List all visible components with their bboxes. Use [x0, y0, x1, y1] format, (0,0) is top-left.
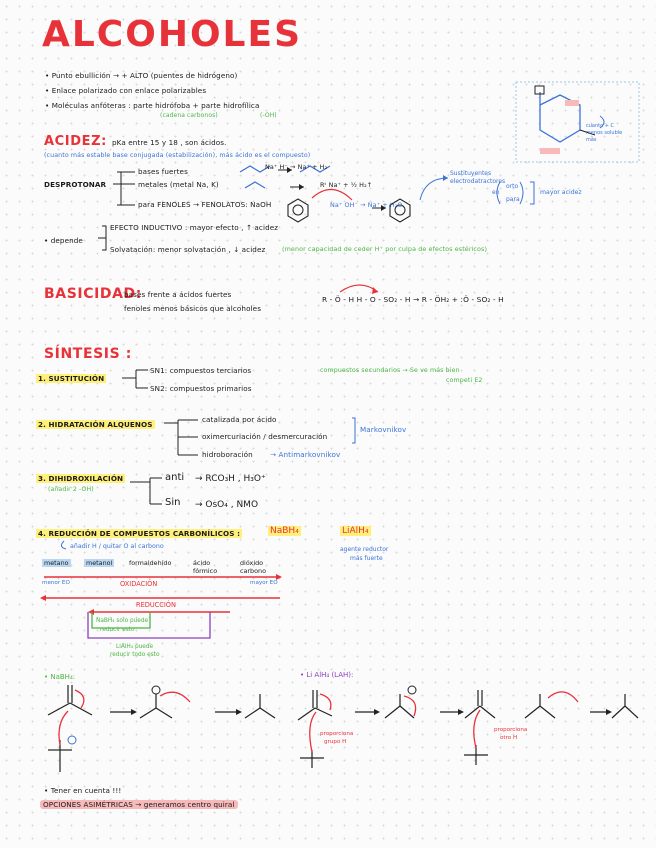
reduccion-text: 4. REDUCCIÓN DE COMPUESTOS CARBONÍLICOS :	[38, 529, 241, 538]
molecule-note-2: menos soluble	[586, 130, 623, 136]
nabh4-note-2: reducir esto	[100, 627, 135, 633]
proporciona-2b: otro H	[500, 735, 518, 741]
en-label: en	[492, 189, 500, 196]
eq-metales: Rᵗ Na⁺ + ½ H₂↑	[320, 181, 373, 189]
lialh4-note-2: reducir todo esto	[110, 652, 160, 658]
sustitucion-text: 1. SUSTITUCIÓN	[38, 374, 105, 383]
agente-reductor: agente reductor	[340, 546, 389, 553]
proporciona-1: proporciona	[320, 731, 354, 737]
footer-line-1: • Tener en cuenta !!!	[44, 786, 122, 795]
mayor-acidez: mayor acidez	[540, 189, 582, 196]
desprotonar-label: DESPROTONAR	[44, 180, 107, 189]
mayor-eo: mayor EO	[250, 580, 278, 586]
molecule-note-3: más	[586, 137, 597, 143]
position-orto: orto	[506, 183, 519, 190]
intro-line-2: • Enlace polarizado con enlace polarizables	[45, 86, 207, 95]
page-title: ALCOHOLES	[42, 14, 303, 55]
basicidad-heading: BASICIDAD:	[44, 286, 142, 302]
branch-fenoles: para FENOLES → FENOLATOS: NaOH	[138, 200, 272, 209]
sustitucion-note: compuestos secundarios → Se ve más bien	[320, 367, 460, 374]
sn1-line: SN1: compuestos terciarios	[150, 366, 252, 375]
lialh4-text: LiAlH₄	[342, 526, 369, 536]
proporciona-1b: grupo H	[324, 739, 347, 745]
reduccion-arrow-label: REDUCCIÓN	[136, 601, 176, 609]
anti-reagents: → RCO₃H , H₃O⁺	[195, 474, 266, 484]
series-acido-formico: ácido fórmico	[193, 559, 218, 575]
molecule-note-1: cuanto + C	[586, 123, 615, 129]
oxidacion-label: OXIDACIÓN	[120, 580, 158, 588]
nabh4-note: NaBH₄ solo puede	[96, 618, 149, 624]
series-formaldehido: formaldehído	[129, 559, 172, 567]
mech-lialh4-label: • Li AlH₄ (LAH):	[300, 671, 354, 679]
sustitucion-note-2: competi E2	[446, 377, 483, 384]
lialh4-note: LiAlH₄ puede	[116, 644, 154, 650]
acidez-line-2: (cuanto más estable base conjugada (estabilización), más ácido es el compuesto)	[44, 152, 311, 159]
sintesis-heading: SÍNTESIS :	[44, 346, 132, 362]
intro-note-carbons: (cadena carbonos)	[160, 112, 218, 119]
hidratacion-text: 2. HIDRATACIÓN ALQUENOS	[38, 420, 153, 429]
basicidad-line-1: bases frente a ácidos fuertes	[124, 290, 232, 299]
acidez-heading: ACIDEZ:	[44, 134, 107, 149]
hidratacion-item-1: catalizada por ácido	[202, 415, 277, 424]
sustituyentes-note: Sustituyentes electrodatractores	[450, 170, 506, 185]
acidez-line-1: pKa entre 15 y 18 , son ácidos.	[112, 138, 227, 147]
footer-line-2: OPCIONES ASIMÉTRICAS → generamos centro quiral	[40, 800, 238, 809]
branch-bases-fuertes: bases fuertes	[138, 167, 188, 176]
mech-nabh4-label: • NaBH₄:	[44, 673, 76, 681]
intro-note-oh: (-OH)	[260, 112, 277, 119]
footer-line-2-wrap	[40, 800, 238, 809]
agente-reductor-2: más fuerte	[350, 555, 383, 562]
anti-label: anti	[165, 472, 185, 483]
series-metanol-text: metanol	[86, 559, 113, 567]
basicidad-line-2: fenoles menos básicos que alcoholes	[124, 304, 262, 313]
dihidroxilacion-sub: (añadir 2 -OH)	[48, 486, 94, 493]
depende-label: • depende	[44, 236, 83, 245]
intro-line-1: • Punto ebullición → + ALTO (puentes de hidrógeno)	[45, 71, 238, 80]
series-metano-text: metano	[44, 559, 69, 567]
sin-reagents: → OsO₄ , NMO	[195, 500, 259, 510]
sin-label: Sin	[165, 497, 181, 508]
menor-eo: menor EO	[42, 580, 70, 586]
antimarkovnikov-label: → Antimarkovnikov	[270, 450, 341, 459]
proporciona-2: proporciona	[494, 727, 528, 733]
series-dioxido-carbono: dióxido carbono	[240, 559, 266, 575]
sn2-line: SN2: compuestos primarios	[150, 384, 252, 393]
eq-fenoles: Na⁺ OH⁻ → Na⁺ + H₂O	[330, 201, 403, 209]
solvatacion-note: (menor capacidad de ceder H⁺ por culpa de efectos estéricos)	[282, 245, 488, 253]
basicidad-equation: R - Ö - H H - O - SO₂ - H → R - ÖH₂ + :Ö - SO₂ - H	[322, 295, 504, 304]
nabh4-text: NaBH₄	[270, 526, 299, 536]
position-para: para	[506, 196, 520, 203]
branch-metales: metales (metal Na, K)	[138, 180, 219, 189]
efecto-inductivo: EFECTO INDUCTIVO : mayor efecto , ↑ acidez	[110, 223, 279, 232]
hidratacion-item-3: hidroboración	[202, 450, 253, 459]
dihidroxilacion-text: 3. DIHIDROXILACIÓN	[38, 474, 124, 483]
solvatacion: Solvatación: menor solvatación , ↓ acidez	[110, 245, 266, 254]
markovnikov-label: Markovnikov	[360, 425, 407, 434]
hidratacion-item-2: oximercuriación / desmercuración	[202, 432, 328, 441]
eq-bases: Na⁺ H⁻ → Na⁺ + H₂	[265, 163, 328, 171]
intro-line-3: • Moléculas anfóteras : parte hidrófoba + parte hidrofílica	[45, 101, 260, 110]
reduccion-note: añadir H / quitar O al carbono	[70, 543, 164, 550]
